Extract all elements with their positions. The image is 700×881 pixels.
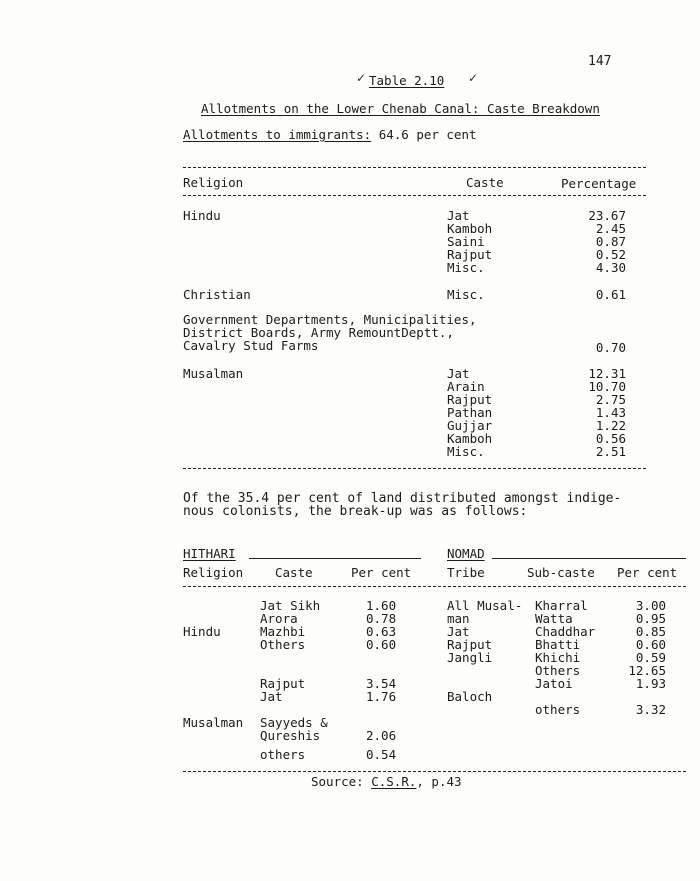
list-item: 0.60 xyxy=(366,637,397,652)
list-item: Others xyxy=(260,637,306,652)
nomad-value-others: 3.32 xyxy=(635,702,666,717)
text-line: Of the 35.4 per cent of land distributed amongst indige- xyxy=(183,491,622,506)
second-bottom-rule xyxy=(183,771,686,772)
nomad-header-percent: Per cent xyxy=(617,565,678,580)
hithari-mus-value-b: 2.06 xyxy=(366,728,397,743)
list-item: Jat xyxy=(447,366,470,381)
hithari-hindu-caste-list xyxy=(260,599,320,651)
religion-christian: Christian xyxy=(183,287,251,302)
list-item: Arain xyxy=(447,379,485,394)
list-item: Pathan xyxy=(447,405,493,420)
nomad-subcaste-others: others xyxy=(535,702,581,717)
list-item: 0.52 xyxy=(595,247,626,262)
header-percentage: Percentage xyxy=(561,176,637,191)
christian-caste: Misc. xyxy=(447,287,485,302)
subtitle-value: 64.6 per cent xyxy=(378,127,477,142)
list-item: 3.00 xyxy=(635,598,666,613)
list-item: Kharral xyxy=(535,598,588,613)
list-item: Arora xyxy=(260,611,298,626)
nomad-value-list xyxy=(612,599,666,690)
musalman-caste-list xyxy=(447,367,492,458)
religion-hindu: Hindu xyxy=(183,208,221,223)
list-item: Jat xyxy=(260,689,283,704)
list-item: Khichi xyxy=(535,650,581,665)
list-item: 1.22 xyxy=(595,418,626,433)
nomad-header-tribe: Tribe xyxy=(447,565,485,580)
list-item: 1.93 xyxy=(635,676,666,691)
list-item: Others xyxy=(535,663,581,678)
list-item: 12.31 xyxy=(588,366,626,381)
paragraph xyxy=(183,492,621,518)
header-caste: Caste xyxy=(466,175,504,190)
list-item: Rajput xyxy=(447,637,493,652)
source-label: Source: xyxy=(311,774,364,789)
hithari-mus-caste-list xyxy=(260,677,305,703)
nomad-heading-rule xyxy=(492,558,686,559)
list-item: Jangli xyxy=(447,650,493,665)
second-header-rule xyxy=(183,586,686,587)
list-item: 0.78 xyxy=(366,611,397,626)
list-item: Rajput xyxy=(447,247,493,262)
list-item: Saini xyxy=(447,234,485,249)
list-item: 0.59 xyxy=(635,650,666,665)
page-number: 147 xyxy=(588,54,612,69)
list-item: 2.45 xyxy=(595,221,626,236)
table-bottom-rule xyxy=(183,468,646,469)
hithari-header-caste: Caste xyxy=(275,565,313,580)
list-item: 0.95 xyxy=(635,611,666,626)
text-line: District Boards, Army RemountDeptt., xyxy=(183,325,454,340)
hindu-caste-list xyxy=(447,209,492,274)
list-item: Jat Sikh xyxy=(260,598,321,613)
hithari-religion-hindu: Hindu xyxy=(183,624,221,639)
list-item: 12.65 xyxy=(628,663,666,678)
header-religion: Religion xyxy=(183,175,244,190)
nomad-header-subcaste: Sub-caste xyxy=(527,565,595,580)
list-item: 0.85 xyxy=(635,624,666,639)
list-item: Watta xyxy=(535,611,573,626)
list-item: Jat xyxy=(447,208,470,223)
hindu-value-list xyxy=(560,209,626,274)
list-item: Rajput xyxy=(447,392,493,407)
list-item: Chaddhar xyxy=(535,624,596,639)
hithari-religion-musalman: Musalman xyxy=(183,715,244,730)
list-item: man xyxy=(447,611,470,626)
check-mark-icon: ✓ xyxy=(356,71,367,85)
list-item: Jatoi xyxy=(535,676,573,691)
list-item: Rajput xyxy=(260,676,306,691)
check-mark-icon: ✓ xyxy=(468,71,479,85)
list-item: Misc. xyxy=(447,444,485,459)
list-item: Bhatti xyxy=(535,637,581,652)
list-item: Jat xyxy=(447,624,470,639)
christian-value: 0.61 xyxy=(595,287,626,302)
hithari-heading: HITHARI xyxy=(183,546,236,561)
religion-musalman: Musalman xyxy=(183,366,244,381)
list-item: Sayyeds & xyxy=(260,715,328,730)
list-item: 2.75 xyxy=(595,392,626,407)
hithari-mus-value-list xyxy=(366,677,396,703)
hithari-header-religion: Religion xyxy=(183,565,244,580)
text-line: Government Departments, Municipalities, xyxy=(183,312,477,327)
nomad-heading: NOMAD xyxy=(447,546,485,561)
musalman-value-list xyxy=(560,367,626,458)
table-subtitle xyxy=(183,128,477,141)
list-item: 0.87 xyxy=(595,234,626,249)
list-item: 3.54 xyxy=(366,676,397,691)
list-item: 1.60 xyxy=(366,598,397,613)
list-item: 1.43 xyxy=(595,405,626,420)
list-item: 0.60 xyxy=(635,637,666,652)
hithari-mus-value-c: 0.54 xyxy=(366,747,397,762)
hithari-hindu-value-list xyxy=(366,599,396,651)
hithari-mus-caste-c: others xyxy=(260,747,306,762)
list-item: Qureshis xyxy=(260,728,321,743)
hithari-mus-caste-b xyxy=(260,716,328,742)
government-label xyxy=(183,313,477,352)
list-item: 2.51 xyxy=(595,444,626,459)
list-item: 0.63 xyxy=(366,624,397,639)
text-line: nous colonists, the break-up was as follows: xyxy=(183,504,528,519)
table-label: Table 2.10 xyxy=(369,73,445,88)
list-item: 4.30 xyxy=(595,260,626,275)
hithari-heading-rule xyxy=(249,558,421,559)
source-line xyxy=(311,775,462,788)
list-item: 0.56 xyxy=(595,431,626,446)
list-item: All Musal- xyxy=(447,598,523,613)
table-title: Allotments on the Lower Chenab Canal: Caste Breakdown xyxy=(201,101,600,116)
nomad-subcaste-list xyxy=(535,599,595,690)
text-line: Cavalry Stud Farms xyxy=(183,338,319,353)
list-item: 23.67 xyxy=(588,208,626,223)
list-item: Kamboh xyxy=(447,221,493,236)
list-item: Kamboh xyxy=(447,431,493,446)
header-rule xyxy=(183,195,646,196)
list-item: Misc. xyxy=(447,260,485,275)
subtitle-label: Allotments to immigrants: xyxy=(183,127,372,142)
list-item: Gujjar xyxy=(447,418,493,433)
hithari-header-percent: Per cent xyxy=(351,565,412,580)
source-page: , p.43 xyxy=(416,774,462,789)
list-item: 10.70 xyxy=(588,379,626,394)
nomad-tribe-baloch: Baloch xyxy=(447,689,493,704)
table-top-rule xyxy=(183,167,646,168)
nomad-tribe-list xyxy=(447,599,522,664)
list-item: 1.76 xyxy=(366,689,397,704)
government-value: 0.70 xyxy=(595,340,626,355)
list-item: Mazhbi xyxy=(260,624,306,639)
source-reference: C.S.R. xyxy=(371,774,417,789)
